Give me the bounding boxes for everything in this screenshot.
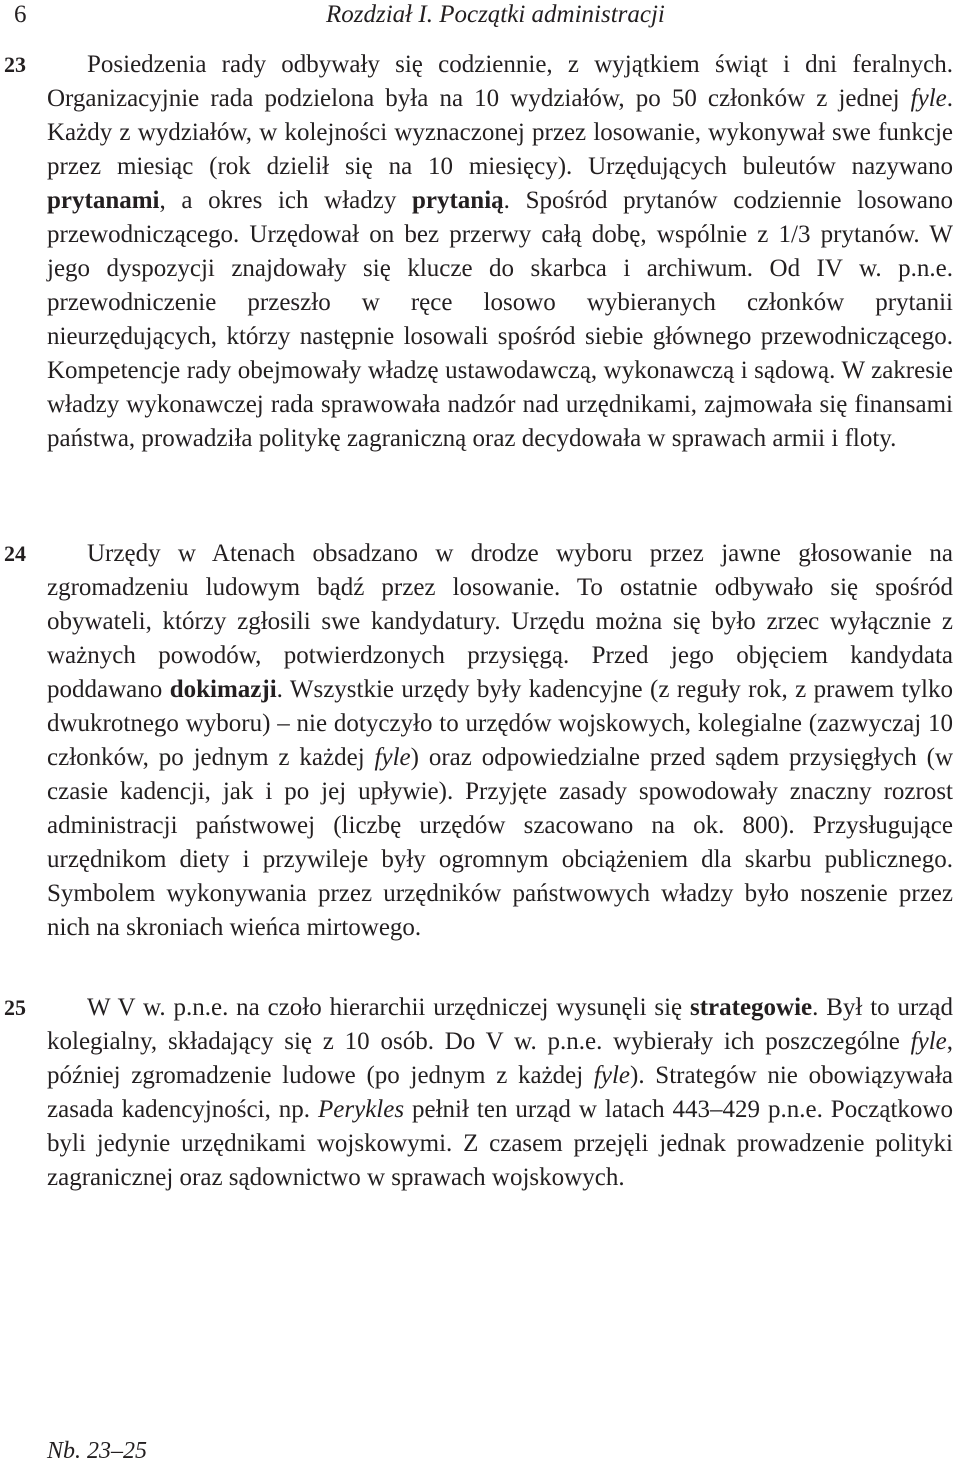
text-run: . Każdy z wydziałów, w kolejności wyznaczonej przez losowanie, wykonywał swe funkcje przez miesiąc (rok dzielił się na 10 miesięcy). Urzędujących buleutów nazywano [47, 85, 953, 180]
section-paragraph [47, 537, 953, 945]
text-run: Posiedzenia rady odbywały się codziennie, z wyjątkiem świąt i dni feralnych. Organizacyjnie rada podzielona była na 10 wydziałów, po 50 członków z jednej [47, 51, 953, 112]
text-run: . Spośród prytanów codziennie losowano przewodniczącego. Urzędował on bez przerwy całą dobę, wspólnie z 1/3 prytanów. W jego dyspozycji znajdowały się klucze do skarbca i archiwum. Od IV w. p.n.e. przewodniczenie przeszło w ręce losowo wybieranych członków prytanii nieurzędujących, którzy następnie losowali spośród siebie głównego przewodniczącego. Kompetencje rady obejmowały władzę ustawodawczą, wykonawczą i sądową. W zakresie władzy wykonawczej rada sprawowała nadzór nad urzędnikami, zajmowała się finansami państwa, prowadziła politykę zagraniczną oraz decydowała w sprawach armii i floty. [47, 187, 954, 452]
text-run: . Był to urząd kolegialny, składający się z 10 osób. Do V w. p.n.e. wybierały ich poszczególne [47, 994, 953, 1055]
bold-term: prytanią [411, 187, 504, 214]
section-paragraph [47, 48, 953, 456]
footer-reference: Nb. 23–25 [47, 1438, 148, 1464]
page-number: 6 [14, 1, 27, 28]
section-25 [0, 991, 960, 1195]
text-run: W V w. p.n.e. na czoło hierarchii urzędniczej wysunęli się [87, 994, 690, 1021]
text-run: pełnił ten urząd w latach 443–429 p.n.e. Początkowo byli jedynie urzędnikami wojskowymi. Z czasem przejęli jednak prowadzenie polityki zagranicznej oraz sądownictwo w sprawach wojskowych. [47, 1096, 953, 1191]
section-24 [0, 537, 960, 945]
text-run: . Wszystkie urzędy były kadencyjne (z reguły rok, z prawem tylko dwukrotnego wyboru) – nie dotyczyło to urzędów wojskowych, kolegialne (zazwyczaj 10 członków, po jednym z każdej [47, 676, 954, 771]
margin-number: 23 [4, 52, 26, 77]
italic-term: Perykles [318, 1096, 405, 1123]
italic-term: fyle [374, 744, 411, 771]
section-paragraph [47, 991, 953, 1195]
page-header [0, 0, 960, 30]
text-run: ). Strategów nie obowiązywała zasada kadencyjności, np. [47, 1062, 953, 1123]
running-title: Rozdział I. Początki administracji [326, 1, 665, 28]
bold-term: prytanami [47, 187, 160, 214]
section-23 [0, 48, 960, 456]
bold-term: dokimazji [169, 676, 277, 703]
text-run: , a okres ich władzy [159, 187, 412, 214]
text-run: , później zgromadzenie ludowe (po jednym z każdej [47, 1028, 953, 1089]
text-run: ) oraz odpowiedzialne przed sądem przysięgłych (w czasie kadencji, jak i po jej upływie). Przyjęte zasady spowodowały znaczny rozrost administracji państwowej (liczbę urzędów szacowano na ok. 800). Przysługujące urzędnikom diety i przywileje były ogromnym obciążeniem dla skarbu publicznego. Symbolem wykonywania przez urzędników państwowych władzy było noszenie przez nich na skroniach wieńca mirtowego. [47, 744, 954, 941]
margin-number: 25 [4, 995, 26, 1020]
margin-number: 24 [4, 541, 26, 566]
bold-term: strategowie [689, 994, 813, 1021]
italic-term: fyle [910, 1028, 947, 1055]
italic-term: fyle [593, 1062, 631, 1089]
text-run: Urzędy w Atenach obsadzano w drodze wyboru przez jawne głosowanie na zgromadzeniu ludowym bądź przez losowanie. To ostatnie odbywało się spośród obywateli, którzy zgłosili swe kandydatury. Urzędu można się było zrzec wyłącznie z ważnych powodów, potwierdzonych przysięgą. Przed jego objęciem kandydata poddawano [47, 540, 953, 703]
italic-term: fyle [910, 85, 947, 112]
